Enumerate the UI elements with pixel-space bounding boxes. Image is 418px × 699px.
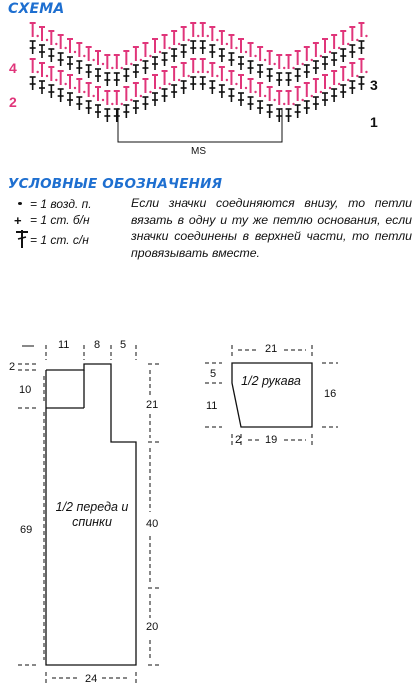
chain-mark xyxy=(245,87,247,89)
chain-mark xyxy=(159,51,161,53)
sleeve-dim-left-2: 11 xyxy=(206,400,218,412)
body-dim-left-2: 10 xyxy=(19,384,32,396)
sleeve-outline xyxy=(232,363,312,427)
chain-mark xyxy=(320,91,322,93)
chain-mark xyxy=(130,63,132,65)
chain-mark xyxy=(356,75,358,77)
chain-mark xyxy=(111,103,113,105)
legend-item-chain xyxy=(8,196,128,212)
chain-mark xyxy=(292,103,294,105)
chain-mark xyxy=(64,47,66,49)
chain-mark xyxy=(197,35,199,37)
chain-mark xyxy=(178,79,180,81)
chain-mark xyxy=(338,83,340,85)
chain-mark xyxy=(36,35,38,37)
single-crochet-icon: + xyxy=(14,213,22,228)
chain-mark xyxy=(36,71,38,73)
ms-label: MS xyxy=(191,146,206,157)
chain-mark xyxy=(283,67,285,69)
chain-mark xyxy=(74,87,76,89)
chain-mark xyxy=(273,99,275,101)
chain-mark xyxy=(216,75,218,77)
legend-list xyxy=(8,196,128,250)
chain-mark xyxy=(365,71,367,73)
ms-bracket xyxy=(118,108,282,142)
chain-mark xyxy=(46,75,48,77)
chain-mark xyxy=(273,63,275,65)
chain-mark xyxy=(235,47,237,49)
chain-mark xyxy=(197,71,199,73)
chain-mark xyxy=(301,99,303,101)
chain-mark xyxy=(64,83,66,85)
chain-mark xyxy=(46,39,48,41)
legend-text: = 1 ст. с/н xyxy=(30,233,89,247)
sleeve-dim-bottom-1: 2 xyxy=(235,434,242,446)
chain-mark xyxy=(55,79,57,81)
chain-mark xyxy=(264,95,266,97)
legend-title: УСЛОВНЫЕ ОБОЗНАЧЕНИЯ xyxy=(8,176,223,192)
body-dim-left-1: 2 xyxy=(9,361,16,373)
chain-mark xyxy=(83,91,85,93)
chain-mark xyxy=(74,51,76,53)
chain-mark xyxy=(159,87,161,89)
chain-mark xyxy=(329,87,331,89)
row-number-2: 2 xyxy=(9,94,17,110)
sleeve-label: 1/2 рукава xyxy=(241,374,301,388)
chain-mark xyxy=(216,39,218,41)
chain-mark xyxy=(55,43,57,45)
legend-item-dc xyxy=(8,228,128,250)
chain-mark xyxy=(320,55,322,57)
sleeve-dim-bottom-2: 19 xyxy=(265,434,278,446)
chain-mark xyxy=(92,59,94,61)
legend-note: Если значки соединяются внизу, то петли вязать в одну и ту же петлю основания, если значки соединены в верхней части, то петли провязывать вместе. xyxy=(131,196,412,260)
chain-mark xyxy=(347,43,349,45)
chain-mark xyxy=(254,55,256,57)
body-dim-top-3: 5 xyxy=(120,339,127,351)
chain-mark xyxy=(365,35,367,37)
chain-mark xyxy=(235,83,237,85)
chain-mark xyxy=(121,103,123,105)
sleeve-dim-right: 16 xyxy=(324,388,337,400)
body-dim-right-1: 21 xyxy=(146,399,159,411)
body-dim-right-3: 20 xyxy=(146,621,159,633)
chain-mark xyxy=(130,99,132,101)
chain-mark xyxy=(254,91,256,93)
chain-mark xyxy=(149,91,151,93)
body-dim-top-2: 8 xyxy=(94,339,101,351)
legend-text: = 1 возд. п. xyxy=(30,197,92,211)
chain-mark xyxy=(356,39,358,41)
row-number-4: 4 xyxy=(9,60,17,76)
body-dim-left-3: 69 xyxy=(20,524,33,536)
chain-mark xyxy=(121,67,123,69)
double-crochet-icon xyxy=(12,228,32,250)
chain-mark xyxy=(292,67,294,69)
chain-mark xyxy=(102,99,104,101)
chain-mark xyxy=(245,51,247,53)
legend-text: = 1 ст. б/н xyxy=(30,213,90,227)
chain-mark xyxy=(140,95,142,97)
chain-mark xyxy=(264,59,266,61)
sleeve-dim-top: 21 xyxy=(265,343,278,355)
scheme-title: СХЕМА xyxy=(8,1,65,17)
chain-mark xyxy=(187,39,189,41)
chain-mark xyxy=(226,79,228,81)
chain-mark xyxy=(168,47,170,49)
chain-mark xyxy=(178,43,180,45)
chain-mark xyxy=(311,95,313,97)
chain-mark xyxy=(187,75,189,77)
legend-item-sc xyxy=(8,212,128,228)
body-label: 1/2 переда и спинки xyxy=(55,500,129,529)
chain-mark xyxy=(168,83,170,85)
chain-mark xyxy=(329,51,331,53)
chain-mark xyxy=(111,67,113,69)
chain-mark xyxy=(83,55,85,57)
row-number-3: 3 xyxy=(370,77,378,93)
chain-mark xyxy=(338,47,340,49)
chain-mark xyxy=(207,35,209,37)
chain-mark xyxy=(140,59,142,61)
chain-mark xyxy=(207,71,209,73)
chain-mark xyxy=(283,103,285,105)
body-dim-right-2: 40 xyxy=(146,518,159,530)
chain-mark xyxy=(102,63,104,65)
chain-mark xyxy=(226,43,228,45)
chain-mark xyxy=(301,63,303,65)
chain-dot-icon xyxy=(18,202,22,205)
row-number-1: 1 xyxy=(370,114,378,130)
chain-mark xyxy=(347,79,349,81)
chain-mark xyxy=(149,55,151,57)
body-dim-bottom: 24 xyxy=(85,673,98,685)
chain-mark xyxy=(92,95,94,97)
crochet-chart xyxy=(0,0,418,170)
body-dim-top-1: 11 xyxy=(58,339,70,351)
sleeve-dim-left-1: 5 xyxy=(210,368,217,380)
chain-mark xyxy=(311,59,313,61)
